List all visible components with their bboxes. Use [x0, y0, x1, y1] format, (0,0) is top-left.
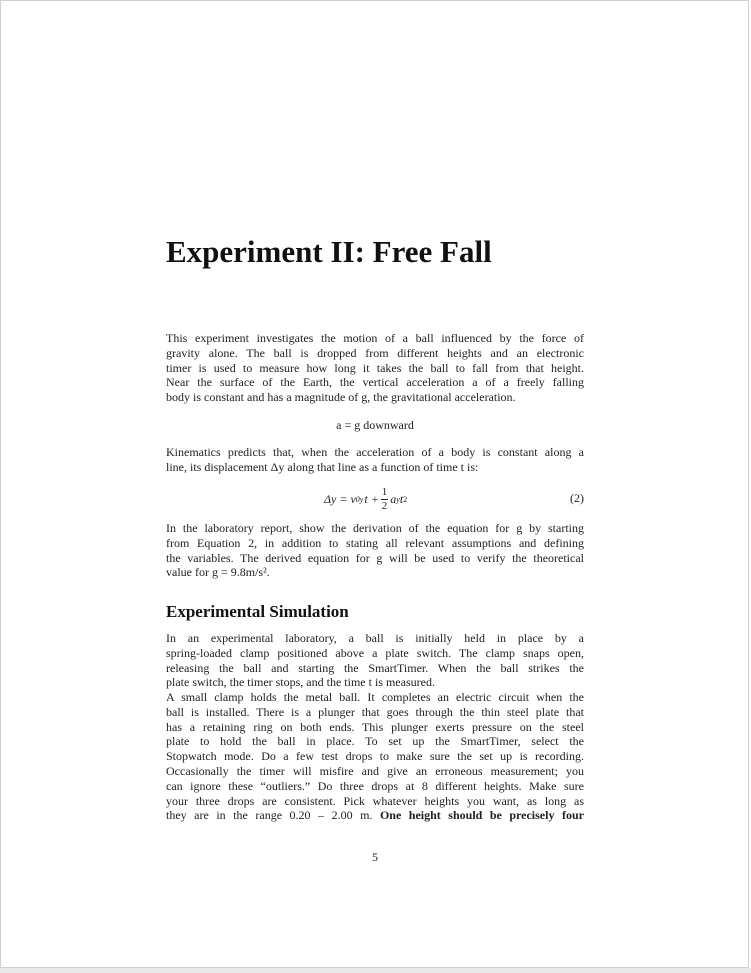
- viewer-scroll-area[interactable]: [0, 968, 751, 973]
- clamp-line-9: [166, 808, 584, 823]
- sim-line-3: releasing the ball and starting the SmartTimer. When the ball strikes the: [166, 660, 584, 675]
- kinematics-line-2: line, its displacement Δy along that line as a function of time t is:: [166, 459, 479, 474]
- report-line-2: from Equation 2, in addition to stating all relevant assumptions and defining: [166, 535, 584, 550]
- sim-line-2: spring-loaded clamp positioned above a plate switch. The clamp snaps open,: [166, 645, 584, 660]
- simulation-paragraph: [166, 631, 584, 690]
- intro-line-5: body is constant and has a magnitude of g, the gravitational acceleration.: [166, 390, 516, 405]
- sim-line-4: plate switch, the timer stops, and the time t is measured.: [166, 675, 435, 690]
- intro-line-3: timer is used to measure how long it takes the ball to fall from that height.: [166, 360, 584, 375]
- document-title: Experiment II: Free Fall: [166, 234, 492, 269]
- sim-line-1: In an experimental laboratory, a ball is initially held in place by a: [166, 631, 584, 645]
- clamp-line-7: can ignore these “outliers.” Do three drops at 8 different heights. Make sure: [166, 778, 584, 793]
- eq-fraction-numerator: 1: [381, 486, 388, 498]
- clamp-line-6: Occasionally the timer will misfire and give an erroneous measurement; you: [166, 763, 584, 778]
- intro-line-1: This experiment investigates the motion of a ball influenced by the force of: [166, 331, 584, 345]
- equation-number: (2): [570, 491, 584, 505]
- clamp-line-4: plate to hold the ball in place. To set up the SmartTimer, select the: [166, 734, 584, 749]
- kinematics-paragraph: [166, 445, 584, 475]
- intro-line-4: Near the surface of the Earth, the vertical acceleration a of a freely falling: [166, 375, 584, 390]
- clamp-line-5: Stopwatch mode. Do a few test drops to make sure the set up is recording.: [166, 749, 584, 764]
- clamp-line-9-plain: they are in the range 0.20 – 2.00 m.: [166, 808, 380, 823]
- clamp-paragraph: [166, 690, 584, 823]
- kinematics-line-1: Kinematics predicts that, when the acceleration of a body is constant along a: [166, 445, 584, 459]
- clamp-line-2: ball is installed. There is a plunger that goes through the thin steel plate that: [166, 704, 584, 719]
- intro-paragraph: [166, 331, 584, 405]
- equation-body: Δy = v 0y t + $\frac{1}{2}$ a y t 2: [324, 486, 408, 512]
- clamp-line-3: has a retaining ring on both ends. This plunger exerts pressure on the steel: [166, 719, 584, 734]
- report-line-3: the variables. The derived equation for g will be used to verify the theoretical: [166, 550, 584, 565]
- eq-a: a: [390, 492, 397, 506]
- section-heading: Experimental Simulation: [166, 602, 349, 621]
- eq-fraction: [381, 487, 389, 512]
- clamp-line-9-bold: One height should be precisely four: [379, 808, 584, 823]
- clamp-line-8: your three drops are consistent. Pick whatever heights you want, as long as: [166, 793, 584, 808]
- clamp-line-1: A small clamp holds the metal ball. It completes an electric circuit when the: [166, 690, 584, 704]
- intro-line-2: gravity alone. The ball is dropped from different heights and an electronic: [166, 345, 584, 360]
- report-paragraph: [166, 521, 584, 580]
- equation-acceleration: a = g downward: [336, 418, 414, 432]
- eq-t: t: [399, 492, 404, 506]
- report-line-4: value for g = 9.8m/s².: [166, 565, 270, 580]
- eq-fraction-denominator: 2: [381, 500, 388, 512]
- eq-lhs: Δy = v: [324, 492, 356, 506]
- page-number: 5: [372, 850, 378, 864]
- report-line-1: In the laboratory report, show the derivation of the equation for g by starting: [166, 521, 584, 535]
- equation-displacement: [166, 481, 584, 517]
- eq-term-t: t +: [364, 492, 379, 506]
